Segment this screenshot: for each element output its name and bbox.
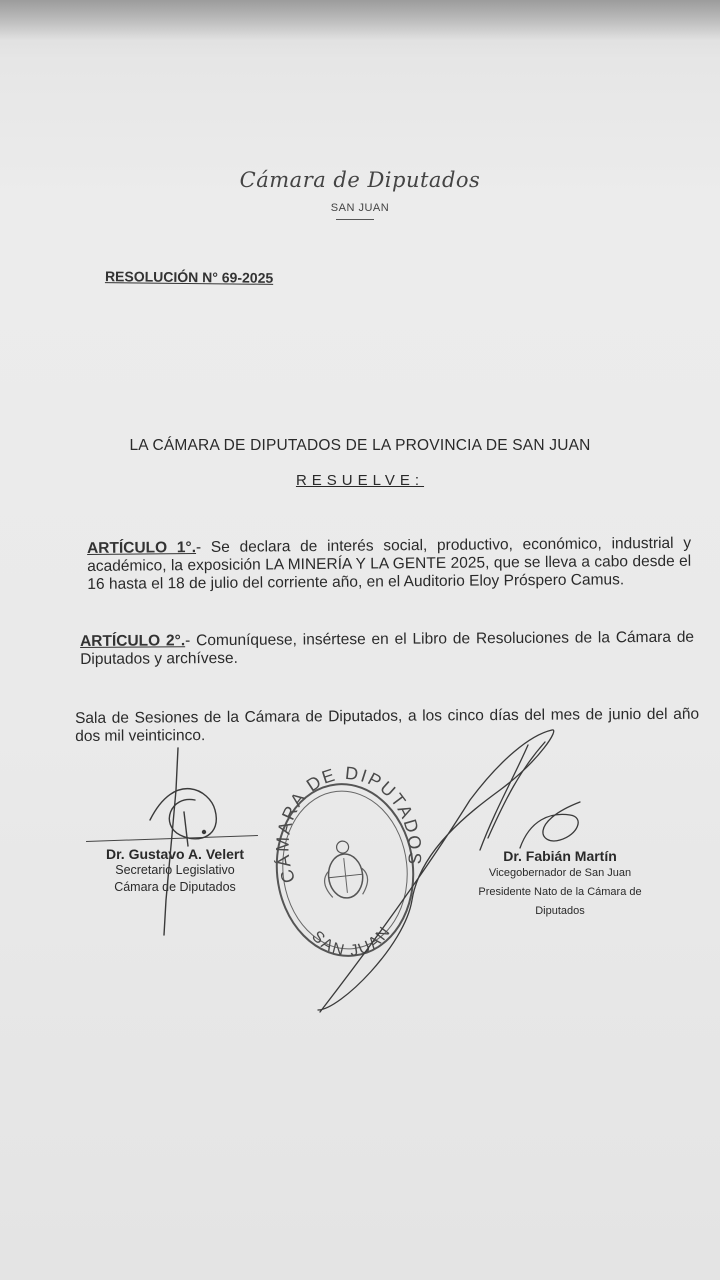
signatory-right-title: Vicegobernador de San Juan [488,867,632,879]
letterhead-location: SAN JUAN [330,202,390,214]
signatory-left-title: Secretario Legislativo [115,863,235,877]
chamber-heading: LA CÁMARA DE DIPUTADOS DE LA PROVINCIA DE SAN JUAN [129,437,591,454]
coat-of-arms-icon [321,839,370,900]
letterhead-institution: Cámara de Diputados [239,168,481,192]
signatory-right-body: Presidente Nato de la Cámara de Diputados [478,886,642,917]
chamber-seal-stamp [264,756,436,967]
signatory-right-name: Dr. Fabián Martín [503,848,617,864]
resolution-number: RESOLUCIÓN N° 69-2025 [104,268,274,286]
left-handwritten-signature [150,748,216,935]
resuelve-heading: RESUELVE: [295,472,425,489]
article-2-text: - Comuníquese, insértese en el Libro de Resoluciones de la Cámara de Diputados y archívese. [80,628,695,668]
signatory-left-name: Dr. Gustavo A. Velert [106,846,244,862]
signatory-left-body: Cámara de Diputados [114,880,236,894]
closing-statement: Sala de Sesiones de la Cámara de Diputados, a los cinco días del mes de junio del año dos mil veinticinco. [75,705,700,745]
seal-inner-text: SAN JUAN [308,922,395,961]
seal-outer-text: CÁMARA DE DIPUTADOS [272,762,426,886]
article-1-heading: ARTÍCULO 1°. [87,539,197,557]
article-2-heading: ARTÍCULO 2°. [80,632,186,650]
article-1-text: - Se declara de interés social, productivo, económico, industrial y académico, la exposición LA MINERÍA Y LA GENTE 2025, que se lleva a cabo desde el 16 hasta el 18 de julio del corriente año, en el Auditorio Eloy Próspero Camus. [87,534,692,593]
